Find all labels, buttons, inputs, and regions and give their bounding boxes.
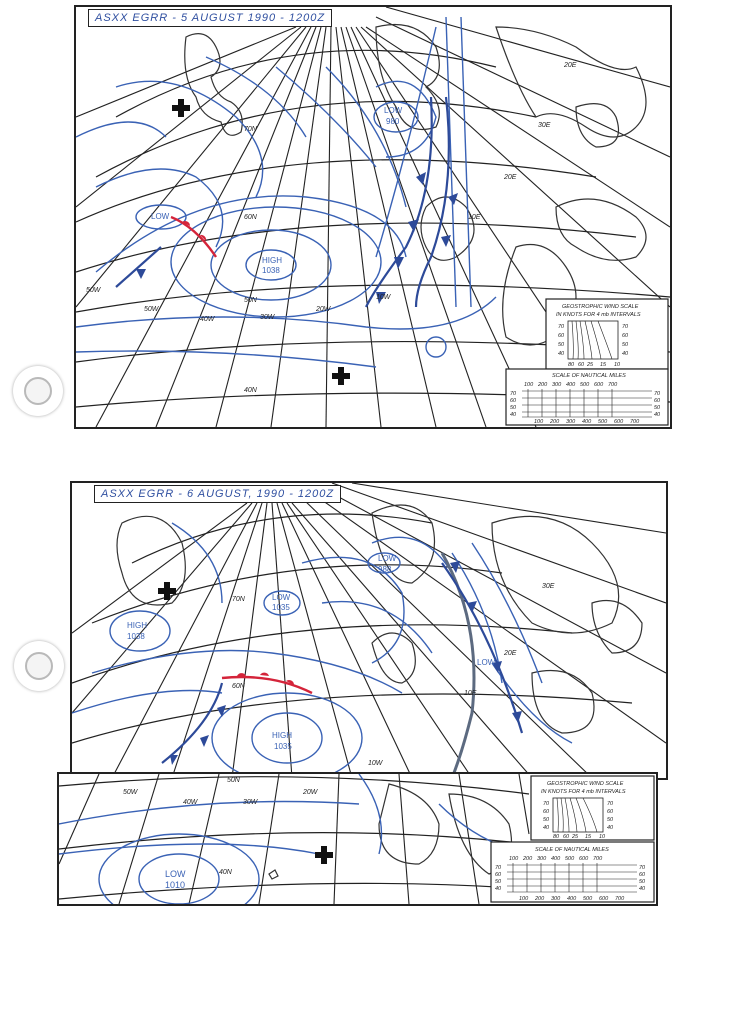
nautical-miles-scale [491,842,654,902]
naut-tick: 100 [519,896,529,902]
geostrophic-wind-scale [546,299,668,369]
wind-tick: 60 [543,809,550,815]
wind-tick: 15 [600,362,607,368]
naut-tick: 300 [552,382,562,388]
high-label: HIGH [272,731,292,740]
naut-tick: 400 [551,856,561,862]
naut-tick: 300 [566,419,576,425]
high-label: HIGH [127,621,147,630]
wind-tick: 40 [543,825,550,831]
lon-label: 50W [144,306,159,313]
lat-label: 50N [227,777,240,784]
low-value: 1035 [272,603,290,612]
east-label: 20E [564,62,577,69]
naut-tick: 300 [551,896,561,902]
wind-tick: 70 [558,324,565,330]
naut-tick: 700 [593,856,603,862]
high-value: 1038 [262,266,280,275]
naut-tick: 100 [534,419,544,425]
naut-tick: 50 [510,405,517,411]
naut-tick: 50 [654,405,661,411]
wind-tick: 40 [558,351,565,357]
low-value: 980 [386,117,400,126]
wind-scale-subtitle: IN KNOTS FOR 4 mb INTERVALS [541,789,626,795]
wind-scale-title: GEOSTROPHIC WIND SCALE [562,304,639,310]
lon-label: 50W [86,287,101,294]
wind-tick: 10 [614,362,621,368]
low-value: 1010 [165,880,186,890]
wind-tick: 15 [585,834,592,840]
lat-label: 40N [244,387,257,394]
coastlines [269,784,512,879]
naut-tick: 60 [654,398,661,404]
east-label: 30E [538,122,551,129]
wind-tick: 25 [587,362,594,368]
lat-label: 70N [232,596,245,603]
naut-tick: 400 [582,419,592,425]
naut-tick: 200 [538,382,548,388]
naut-tick: 100 [509,856,519,862]
low-label: LOW [477,658,496,667]
geostrophic-wind-scale [531,776,654,840]
weather-chart-6-august-lower [57,772,658,906]
wind-tick: 70 [543,801,550,807]
low-label: LOW [151,212,170,221]
lon-label: 30W [260,314,275,321]
lon-label: 50W [123,789,138,796]
wind-scale-subtitle: IN KNOTS FOR 4 mb INTERVALS [556,312,641,318]
lat-label: 50N [244,297,257,304]
east-label: 20E [504,174,517,181]
naut-tick: 600 [599,896,609,902]
naut-tick: 200 [535,896,545,902]
naut-tick: 70 [654,391,661,397]
naut-tick: 70 [495,865,502,871]
wind-tick: 60 [622,333,629,339]
east-label: 10E [468,214,481,221]
punch-hole-upper [13,366,63,416]
lon-label: 40W [183,799,198,806]
naut-tick: 400 [567,896,577,902]
weather-chart-6-august [70,481,668,780]
wind-tick: 40 [607,825,614,831]
wind-tick: 50 [607,817,614,823]
naut-tick: 40 [510,412,517,418]
lon-label: 10W [368,760,383,767]
wind-tick: 60 [563,834,570,840]
chart-2-map-lower [59,774,656,904]
naut-tick: 600 [614,419,624,425]
lon-label: 40W [200,316,215,323]
naut-tick: 700 [630,419,640,425]
east-label: 20E [504,650,517,657]
naut-tick: 500 [598,419,608,425]
east-label: 30E [542,583,555,590]
naut-tick: 60 [495,872,502,878]
lat-label: 60N [232,683,245,690]
wind-tick: 40 [622,351,629,357]
chart-2-map-upper [72,483,666,778]
low-label: LOW [384,106,403,115]
lon-label: 30W [243,799,258,806]
cold-front [162,553,522,778]
wind-tick: 50 [543,817,550,823]
naut-tick: 50 [639,879,646,885]
lon-label: 20W [316,306,331,313]
grid-cross-marker [315,846,333,864]
lat-label: 70N [244,126,257,133]
naut-tick: 40 [495,886,502,892]
low-label: LOW [272,593,291,602]
wind-tick: 80 [568,362,575,368]
naut-tick: 40 [654,412,661,418]
longitude-grid [72,483,666,778]
lat-label: 60N [244,214,257,221]
naut-tick: 300 [537,856,547,862]
naut-tick: 400 [566,382,576,388]
naut-tick: 700 [615,896,625,902]
latitude-grid [72,514,632,743]
low-value: 988 [378,565,392,574]
wind-tick: 50 [622,342,629,348]
wind-tick: 70 [622,324,629,330]
naut-tick: 40 [639,886,646,892]
east-label: 10E [464,690,477,697]
naut-scale-title: SCALE OF NAUTICAL MILES [552,373,626,379]
nautical-miles-scale [506,369,668,425]
high-value: 1038 [127,632,145,641]
wind-tick: 60 [578,362,585,368]
low-label: LOW [378,554,397,563]
naut-tick: 700 [608,382,618,388]
punch-hole-lower [14,641,64,691]
low-label: LOW [165,869,186,879]
chart-title: ASXX EGRR - 5 AUGUST 1990 - 1200Z [88,9,332,27]
lon-label: 20W [303,789,318,796]
wind-tick: 60 [558,333,565,339]
wind-tick: 70 [607,801,614,807]
wind-tick: 50 [558,342,565,348]
naut-tick: 200 [523,856,533,862]
wind-scale-title: GEOSTROPHIC WIND SCALE [547,781,624,787]
naut-tick: 60 [510,398,517,404]
naut-scale-title: SCALE OF NAUTICAL MILES [535,847,609,853]
naut-tick: 600 [579,856,589,862]
lon-label: 10W [376,294,391,301]
naut-tick: 500 [583,896,593,902]
naut-tick: 70 [510,391,517,397]
naut-tick: 60 [639,872,646,878]
weather-chart-5-august [74,5,672,429]
wind-tick: 10 [599,834,606,840]
warm-front [171,217,216,257]
naut-tick: 200 [550,419,560,425]
high-label: HIGH [262,256,282,265]
wind-tick: 60 [607,809,614,815]
chart-title: ASXX EGRR - 6 AUGUST, 1990 - 1200Z [94,485,341,503]
wind-tick: 25 [572,834,579,840]
high-value: 1035 [274,742,292,751]
naut-tick: 50 [495,879,502,885]
naut-tick: 500 [565,856,575,862]
chart-1-map [76,7,670,427]
naut-tick: 600 [594,382,604,388]
naut-tick: 70 [639,865,646,871]
naut-tick: 500 [580,382,590,388]
naut-tick: 100 [524,382,534,388]
grid-cross-marker [158,582,176,600]
wind-tick: 80 [553,834,560,840]
lat-label: 40N [219,869,232,876]
